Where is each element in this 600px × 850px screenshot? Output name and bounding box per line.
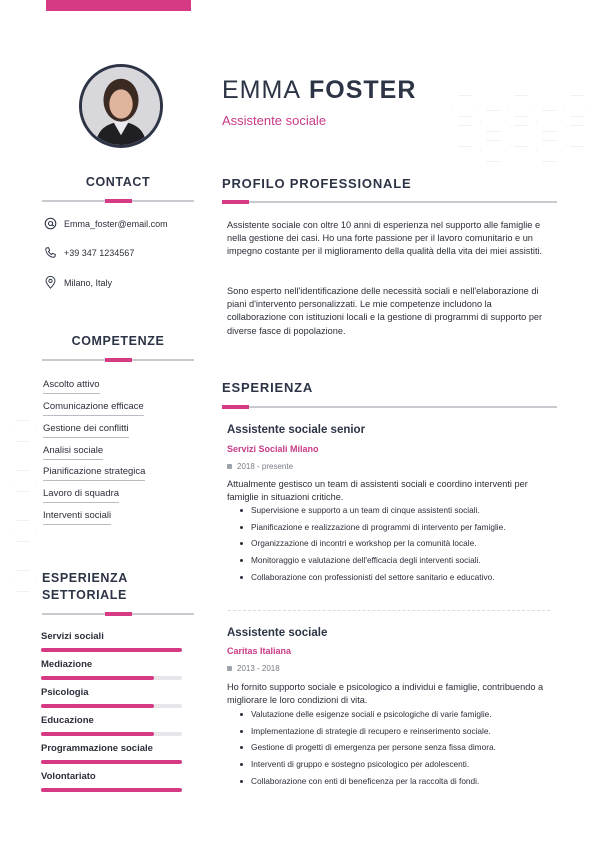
sectors-heading bbox=[42, 570, 194, 604]
sectors-heading-line2: SETTORIALE bbox=[42, 588, 127, 602]
list-item: Monitoraggio e valutazione dell'efficacia degli interventi sociali. bbox=[240, 555, 550, 572]
sector-label: Volontariato bbox=[41, 771, 96, 782]
contact-phone bbox=[44, 246, 134, 259]
list-item: Organizzazione di incontri e workshop per la comunità locale. bbox=[240, 538, 550, 555]
location-text: Milano, Italy bbox=[64, 277, 113, 288]
profile-heading: PROFILO PROFESSIONALE bbox=[222, 176, 412, 191]
sector-bar-fill bbox=[41, 676, 154, 680]
profile-paragraph-1: Assistente sociale con oltre 10 anni di esperienza nel supporto alle famiglie e nella gestione dei casi. Ho una forte passione per il lavoro comunitario e un impegno costante per il miglioramento della qualità della vita dei miei assistiti. bbox=[227, 220, 543, 257]
profile-paragraph-2: Sono esperto nell'identificazione delle necessità sociali e nell'elaborazione di piani d'intervento personalizzati. Le mie competenze includono la collaborazione con istituzioni locali e la gestione di programmi di supporto per diverse fasce di popolazione. bbox=[227, 286, 543, 336]
sector-label: Servizi sociali bbox=[41, 631, 104, 642]
sector-label: Educazione bbox=[41, 715, 94, 726]
sector-bar-fill bbox=[41, 732, 154, 736]
job-title: Assistente sociale bbox=[227, 627, 328, 639]
sector-bar bbox=[41, 648, 182, 652]
phone-icon bbox=[44, 246, 57, 259]
calendar-icon bbox=[227, 464, 232, 469]
email-text: Emma_foster@email.com bbox=[64, 218, 168, 229]
sector-bar bbox=[41, 704, 182, 708]
list-item: Interventi di gruppo e sostegno psicologico per adolescenti. bbox=[240, 759, 550, 776]
top-accent-bar bbox=[46, 0, 191, 11]
job-company: Servizi Sociali Milano bbox=[227, 444, 319, 454]
experience-divider bbox=[222, 406, 557, 408]
skills-divider bbox=[42, 359, 194, 361]
sector-label: Mediazione bbox=[41, 659, 93, 670]
email-icon bbox=[44, 217, 57, 230]
sector-label: Psicologia bbox=[41, 687, 89, 698]
job-dates bbox=[227, 462, 293, 471]
list-item: Collaborazione con enti di beneficenza per la raccolta di fondi. bbox=[240, 776, 550, 793]
job-dates-text: 2018 - presente bbox=[237, 462, 294, 471]
job-bullets bbox=[240, 709, 550, 792]
location-pin-icon bbox=[44, 276, 57, 289]
skill-item: Ascolto attivo bbox=[43, 379, 100, 394]
job-description: Ho fornito supporto sociale e psicologico a individui e famiglie, contribuendo a migliorare le loro condizioni di vita. bbox=[227, 682, 544, 705]
job-title: Assistente sociale senior bbox=[227, 424, 366, 436]
list-item: Collaborazione con professionisti del settore sanitario e educativo. bbox=[240, 572, 550, 589]
contact-divider bbox=[42, 200, 194, 202]
skill-item: Lavoro di squadra bbox=[43, 488, 119, 503]
contact-heading: CONTACT bbox=[85, 175, 151, 189]
first-name: EMMA bbox=[222, 76, 301, 104]
list-item: Implementazione di strategie di recupero e reinserimento sociale. bbox=[240, 726, 550, 743]
sector-bar-fill bbox=[41, 788, 182, 792]
profile-divider bbox=[222, 201, 557, 203]
sectors-heading-line1: ESPERIENZA bbox=[42, 571, 128, 585]
contact-email bbox=[44, 217, 168, 230]
sector-bar bbox=[41, 788, 182, 792]
skills-heading: COMPETENZE bbox=[71, 334, 165, 348]
skill-item: Comunicazione efficace bbox=[43, 401, 144, 416]
job-dates bbox=[227, 664, 280, 673]
phone-text: +39 347 1234567 bbox=[64, 247, 135, 258]
job-bullets bbox=[240, 505, 550, 588]
list-item: Valutazione delle esigenze sociali e psicologiche di varie famiglie. bbox=[240, 709, 550, 726]
sector-label: Programmazione sociale bbox=[41, 743, 153, 754]
sector-bar bbox=[41, 760, 182, 764]
person-name bbox=[222, 76, 416, 105]
job-description: Attualmente gestisco un team di assistenti sociali e coordino interventi per famiglie in situazioni critiche. bbox=[227, 479, 528, 502]
skill-item: Analisi sociale bbox=[43, 445, 103, 460]
last-name: FOSTER bbox=[309, 76, 417, 104]
sector-bar bbox=[41, 676, 182, 680]
skill-item: Interventi sociali bbox=[43, 510, 111, 525]
list-item: Supervisione e supporto a un team di cinque assistenti sociali. bbox=[240, 505, 550, 522]
list-item: Gestione di progetti di emergenza per persone senza fissa dimora. bbox=[240, 742, 550, 759]
job-company: Caritas Italiana bbox=[227, 646, 292, 656]
job-dates-text: 2013 - 2018 bbox=[237, 664, 280, 673]
experience-heading: ESPERIENZA bbox=[222, 380, 314, 395]
sector-bar-fill bbox=[41, 648, 182, 652]
job-separator bbox=[228, 610, 550, 611]
job-role: Assistente sociale bbox=[222, 113, 327, 128]
sector-bar-fill bbox=[41, 760, 182, 764]
sector-bar-fill bbox=[41, 704, 154, 708]
sectors-divider bbox=[42, 613, 194, 615]
profile-photo bbox=[79, 64, 163, 148]
list-item: Pianificazione e realizzazione di programmi di intervento per famiglie. bbox=[240, 522, 550, 539]
skill-item: Gestione dei conflitti bbox=[43, 423, 129, 438]
calendar-icon bbox=[227, 666, 232, 671]
avatar bbox=[82, 67, 160, 145]
sector-bar bbox=[41, 732, 182, 736]
contact-location bbox=[44, 276, 112, 289]
skill-item: Pianificazione strategica bbox=[43, 466, 145, 481]
